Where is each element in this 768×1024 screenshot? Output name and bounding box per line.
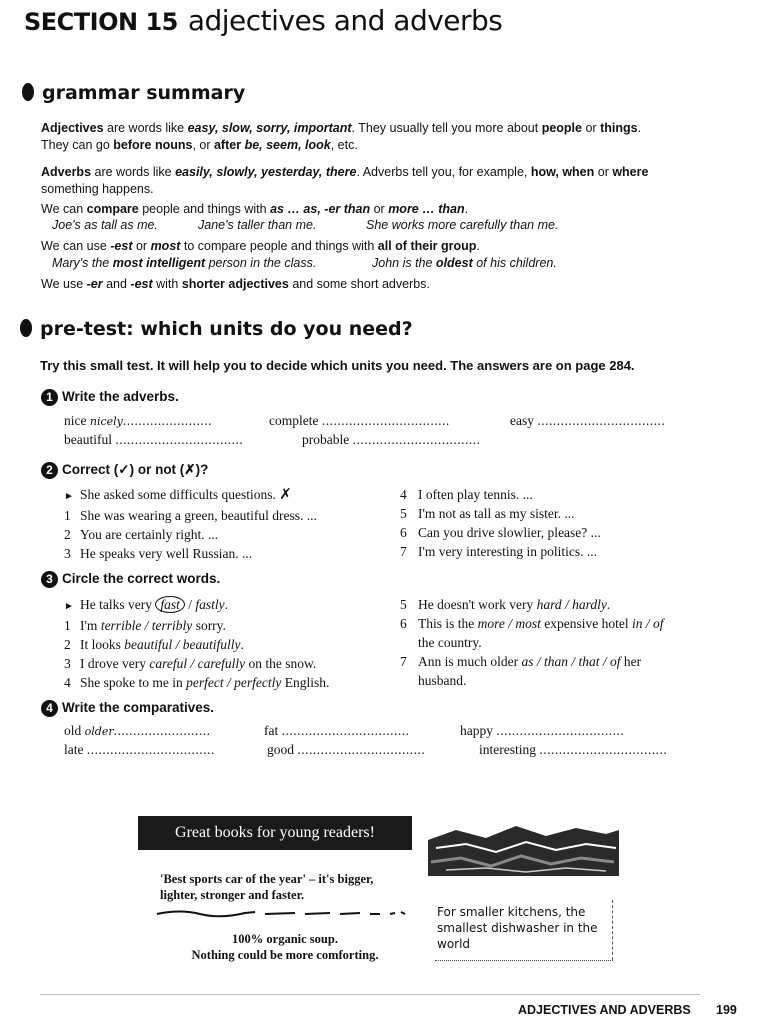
ex2-right-list xyxy=(400,485,601,561)
car-ad-text: 'Best sports car of the year' – it's bigger, lighter, stronger and faster. xyxy=(160,872,374,902)
example-john: John is the oldest of his children. xyxy=(372,256,557,270)
pretest-intro: Try this small test. It will help you to decide which units you need. The answers are on page 284. xyxy=(40,358,635,373)
list-item: 4 I often play tennis. ... xyxy=(400,487,533,502)
newspaper-photo xyxy=(426,818,621,876)
ex2-left-list xyxy=(64,485,317,563)
books-ad-banner: Great books for young readers! xyxy=(138,816,412,850)
number-3-icon: 3 xyxy=(41,571,58,588)
example-mary: Mary's the most intelligent person in the class. xyxy=(52,256,317,270)
exercise-4-title: 4 Write the comparatives. xyxy=(41,699,214,717)
grammar-paragraph-usage: We use -er and -est with shorter adjectives and some short adverbs. xyxy=(41,277,430,291)
ex4-item-late: late ................................. xyxy=(64,742,215,757)
page-number: 199 xyxy=(716,1003,737,1017)
ex3-left-list xyxy=(64,595,329,692)
pretest-heading: pre-test: which units do you need? xyxy=(20,318,413,340)
dishwasher-ad-text: For smaller kitchens, the smallest dishwasher in the world xyxy=(437,905,598,951)
number-2-icon: 2 xyxy=(41,462,58,479)
handwritten-answer: older xyxy=(84,725,114,738)
ex3-right-list xyxy=(400,595,740,690)
list-item: 4 She spoke to me in perfect / perfectly English. xyxy=(64,675,330,690)
section-title xyxy=(24,4,502,37)
list-item: 7 Ann is much older as / than / that / of her xyxy=(400,654,642,669)
clipping-edge xyxy=(612,900,615,960)
list-item: 2 It looks beautiful / beautifully. xyxy=(64,637,244,652)
list-item: 6 Can you drive slowlier, please? ... xyxy=(400,525,601,540)
list-item: ► She asked some difficults questions. ✗ xyxy=(64,487,292,503)
number-1-icon: 1 xyxy=(41,389,58,406)
example-she-works: She works more carefully than me. xyxy=(366,218,559,232)
list-item: ► He talks very fast / fastly. xyxy=(64,597,229,612)
grammar-paragraph-compare: We can compare people and things with as … as, -er than or more … than. xyxy=(41,202,469,216)
ex1-item-complete: complete ................................. xyxy=(269,413,450,428)
grammar-summary-heading: grammar summary xyxy=(22,82,245,104)
exercise-1-title: 1 Write the adverbs. xyxy=(41,388,179,406)
exercise-2-title: 2 Correct (✓) or not (✗)? xyxy=(41,461,208,479)
ex4-item-good: good ................................. xyxy=(267,742,426,757)
ex4-item-happy: happy ................................. xyxy=(460,723,625,738)
ex1-item-nice: nice nicely....................... xyxy=(64,413,213,428)
soup-ad-line-1: 100% organic soup. xyxy=(232,932,338,946)
example-joe: Joe's as tall as me. xyxy=(52,218,158,232)
bullet-icon xyxy=(22,83,34,101)
grammar-paragraph-adjectives: Adjectives are words like easy, slow, sorry, important. They usually tell you more about people or things. They can go before nouns, or after be, seem, look, etc. xyxy=(41,121,642,152)
list-item: husband. xyxy=(418,673,467,688)
ex4-item-fat: fat ................................. xyxy=(264,723,410,738)
handwritten-answer: nicely xyxy=(89,415,123,428)
grammar-paragraph-adverbs: Adverbs are words like easily, slowly, yesterday, there. Adverbs tell you, for example, how, when or where something happens. xyxy=(41,165,649,196)
footer-running-title: ADJECTIVES AND ADVERBS xyxy=(518,1003,691,1017)
exercise-3-title: 3 Circle the correct words. xyxy=(41,570,220,588)
soup-ad-line-2: Nothing could be more comforting. xyxy=(191,948,379,962)
section-name: adjectives and adverbs xyxy=(187,4,503,37)
ex4-item-interesting: interesting ................................. xyxy=(479,742,668,757)
list-item: 5 He doesn't work very hard / hardly. xyxy=(400,597,611,612)
cross-mark-icon: ✗ xyxy=(279,487,292,503)
list-item: 3 He speaks very well Russian. ... xyxy=(64,546,253,561)
list-item: the country. xyxy=(418,635,482,650)
ex1-item-easy: easy ................................. xyxy=(510,413,666,428)
list-item: 5 I'm not as tall as my sister. ... xyxy=(400,506,575,521)
ex1-item-probable: probable ................................. xyxy=(302,432,481,447)
torn-edge-divider xyxy=(155,905,410,919)
list-item: 7 I'm very interesting in politics. ... xyxy=(400,544,598,559)
number-4-icon: 4 xyxy=(41,700,58,717)
list-item: 1 She was wearing a green, beautiful dress. ... xyxy=(64,508,317,523)
circled-answer: fast xyxy=(155,596,185,613)
ex1-item-beautiful: beautiful ................................. xyxy=(64,432,244,447)
list-item: 1 I'm terrible / terribly sorry. xyxy=(64,618,226,633)
grammar-paragraph-superlative: We can use -est or most to compare people and things with all of their group. xyxy=(41,239,480,253)
list-item: 3 I drove very careful / carefully on the snow. xyxy=(64,656,317,671)
bullet-icon xyxy=(20,319,32,337)
ex4-item-old: old older......................... xyxy=(64,723,211,738)
footer-rule xyxy=(40,994,700,995)
clipping-edge xyxy=(435,960,613,961)
section-label: SECTION 15 xyxy=(24,8,178,36)
example-jane: Jane's taller than me. xyxy=(198,218,317,232)
list-item: 6 This is the more / most expensive hotel in / of xyxy=(400,616,664,631)
list-item: 2 You are certainly right. ... xyxy=(64,527,219,542)
